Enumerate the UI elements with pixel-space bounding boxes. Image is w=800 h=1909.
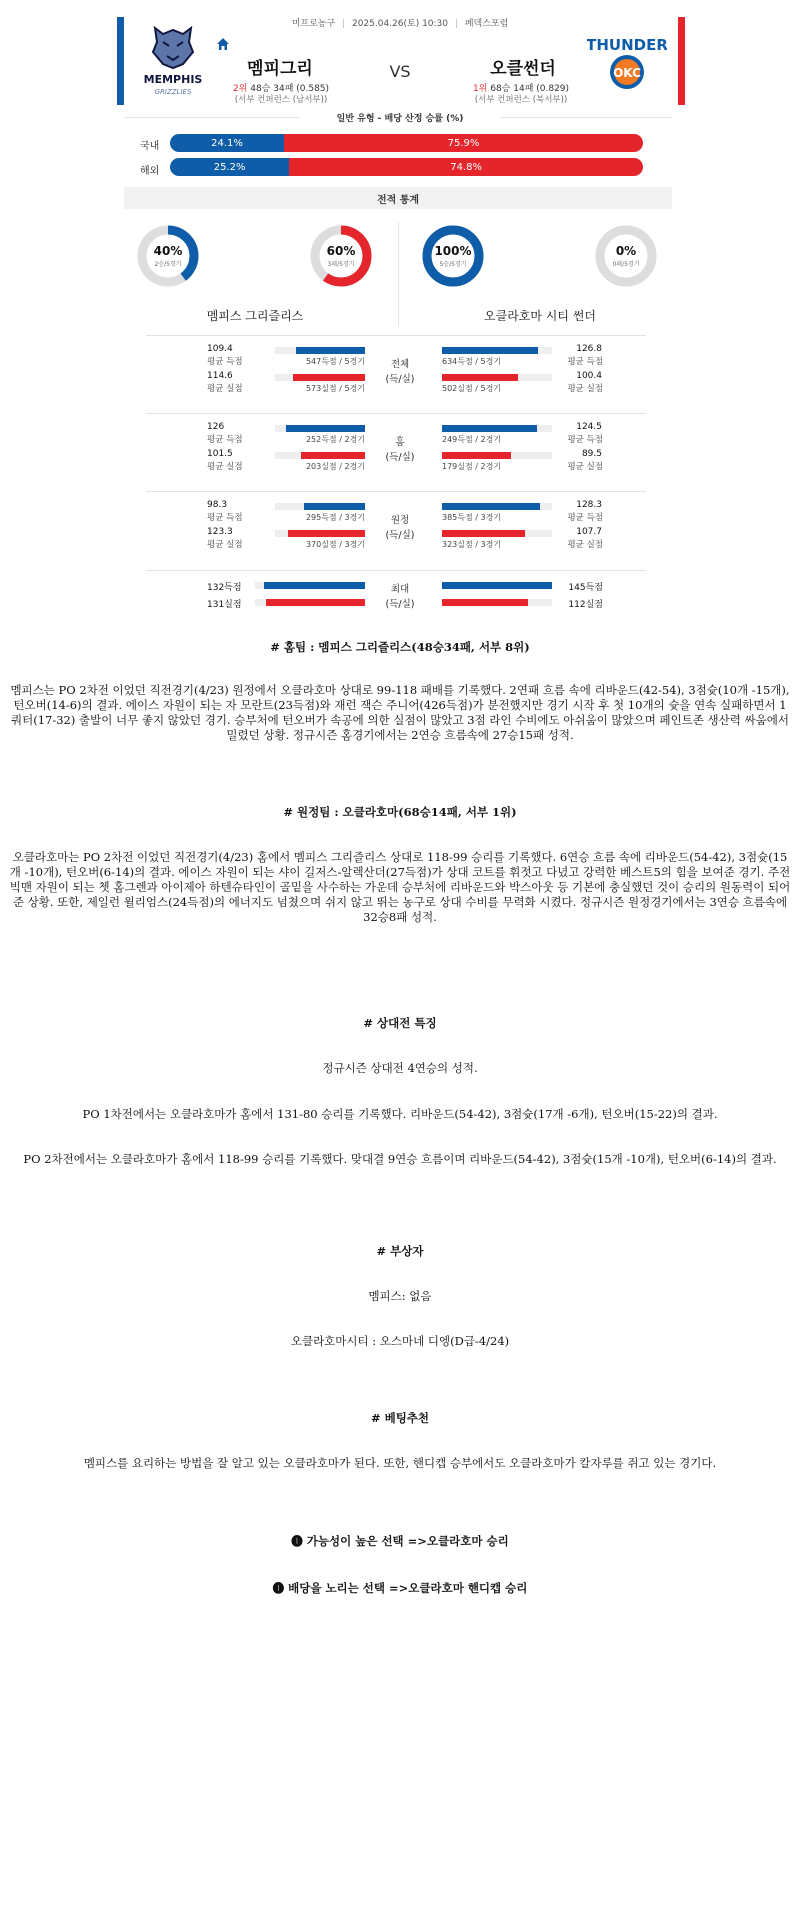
home-stat-bar — [286, 425, 365, 432]
home-stat-label: 평균 득점 — [207, 513, 243, 523]
away-stat-label: 평균 실점 — [567, 384, 603, 394]
away-max-track — [442, 599, 552, 606]
injury-line-2: 오클라호마시티 : 오스마네 디엥(D급-4/24) — [290, 1334, 510, 1348]
home-stat-label: 평균 실점 — [207, 462, 243, 472]
away-record: 1위 68승 14패 (0.829) — [472, 84, 570, 94]
home-stat-value: 109.4 — [207, 344, 233, 354]
record-stats-title: 전적 통계 — [124, 187, 672, 209]
away-stat-label: 평균 득점 — [567, 513, 603, 523]
away-max-value: 145득점 — [568, 583, 603, 593]
away-stat-bar — [442, 425, 537, 432]
home-stat-label: 평균 실점 — [207, 384, 243, 394]
h2h-line-2: PO 1차전에서는 오클라호마가 홈에서 131-80 승리를 기록했다. 리바운드(54-42), 3점슛(17개 -6개), 턴오버(15-22)의 결과. — [82, 1107, 718, 1121]
away-stat-note: 634득점 / 5경기 — [442, 357, 502, 366]
stats-divider — [146, 335, 646, 336]
h2h-line-1: 정규시즌 상대전 4연승의 성적. — [322, 1061, 478, 1075]
home-stat-track — [275, 503, 365, 510]
away-stat-track — [442, 347, 552, 354]
stats-divider — [146, 570, 646, 571]
bet-body: 멤피스를 요리하는 방법을 잘 알고 있는 오클라호마가 된다. 또한, 핸디캡 승부에서도 오클라호마가 칼자루를 쥐고 있는 경기다. — [83, 1456, 717, 1470]
away-analysis-title: # 원정팀 : 오클라호마(68승14패, 서부 1위) — [283, 805, 517, 819]
away-stat-value: 107.7 — [576, 527, 602, 537]
home-stat-track — [275, 347, 365, 354]
svg-text:OKC: OKC — [613, 66, 641, 80]
rate-away-domestic: 75.9% — [284, 134, 643, 152]
home-max-track — [255, 599, 365, 606]
rate-home-overseas: 25.2% — [170, 158, 289, 176]
home-stat-track — [275, 425, 365, 432]
home-stat-bar — [301, 452, 365, 459]
home-team-name: 멤피그리 — [247, 59, 313, 79]
home-stat-value: 114.6 — [207, 371, 233, 381]
away-stat-label: 평균 득점 — [567, 435, 603, 445]
away-stat-value: 100.4 — [576, 371, 602, 381]
pick-2: ❶ 배당을 노리는 선택 =>오클라호마 핸디캡 승리 — [272, 1581, 528, 1595]
match-datetime: 2025.04.26(토) 10:30 — [351, 19, 449, 29]
svg-text:MEMPHIS: MEMPHIS — [143, 73, 203, 86]
home-stat-bar — [296, 347, 365, 354]
svg-text:THUNDER: THUNDER — [587, 36, 667, 54]
away-stat-bar — [442, 374, 518, 381]
away-stat-value: 126.8 — [576, 344, 602, 354]
home-stat-track — [275, 374, 365, 381]
donut-away-win: 100% 5승/5경기 — [421, 224, 485, 288]
vs-label: VS — [389, 62, 411, 81]
away-stat-label: 평균 실점 — [567, 462, 603, 472]
donut-divider — [398, 222, 399, 326]
home-stat-note: 573실점 / 5경기 — [305, 384, 365, 393]
home-stat-value: 98.3 — [207, 500, 228, 510]
home-full-name: 멤피스 그리즐리스 — [206, 309, 304, 323]
stats-group-label: 원정 (득/실) — [385, 515, 415, 541]
rate-bar-overseas — [170, 158, 643, 176]
home-stat-value: 123.3 — [207, 527, 233, 537]
home-stat-value: 126 — [207, 422, 225, 432]
home-stat-note: 547득점 / 5경기 — [305, 357, 365, 366]
away-stat-track — [442, 452, 552, 459]
donut-home-loss: 60% 3패/5경기 — [309, 224, 373, 288]
stats-divider — [146, 413, 646, 414]
home-color-bar — [117, 17, 124, 105]
match-meta: 미프로농구 | 2025.04.26(토) 10:30 | 페덱스포럼 — [291, 19, 509, 29]
stats-group-label: 홈 (득/실) — [385, 437, 415, 463]
home-stat-track — [275, 452, 365, 459]
away-stat-label: 평균 득점 — [567, 357, 603, 367]
home-stat-label: 평균 득점 — [207, 357, 243, 367]
home-stat-note: 370실점 / 3경기 — [305, 540, 365, 549]
rate-title: 일반 유형 - 배당 산정 승률 (%) — [300, 111, 500, 124]
rate-label-domestic: 국내 — [140, 141, 160, 152]
home-stat-bar — [293, 374, 366, 381]
away-stat-value: 124.5 — [576, 422, 602, 432]
home-conference: (서부 컨퍼런스 (남서부)) — [234, 95, 328, 105]
home-icon[interactable] — [216, 36, 230, 50]
away-color-bar — [678, 17, 685, 105]
rate-bar-domestic — [170, 134, 643, 152]
stats-group-label: 전체 (득/실) — [385, 359, 415, 385]
home-max-bar — [266, 599, 365, 606]
home-stat-value: 101.5 — [207, 449, 233, 459]
home-max-value: 132득점 — [207, 583, 242, 593]
away-max-track — [442, 582, 552, 589]
h2h-title: # 상대전 특징 — [363, 1016, 437, 1030]
home-stat-note: 295득점 / 3경기 — [305, 513, 365, 522]
away-stat-track — [442, 503, 552, 510]
home-stat-label: 평균 실점 — [207, 540, 243, 550]
away-team-name: 오클썬더 — [490, 59, 556, 79]
away-max-bar — [442, 582, 552, 589]
away-stat-value: 128.3 — [576, 500, 602, 510]
h2h-line-3: PO 2차전에서는 오클라호마가 홈에서 118-99 승리를 기록했다. 맞대결 9연승 흐름이며 리바운드(54-42), 3점슛(15개 -10개), 턴오버(6-14)의 결과. — [23, 1152, 777, 1166]
away-stat-track — [442, 530, 552, 537]
injury-title: # 부상자 — [376, 1244, 424, 1258]
home-max-value: 131실점 — [207, 600, 242, 610]
home-max-track — [255, 582, 365, 589]
away-stat-bar — [442, 452, 511, 459]
home-stat-bar — [288, 530, 366, 537]
away-stat-note: 323실점 / 3경기 — [442, 540, 502, 549]
home-max-bar — [264, 582, 365, 589]
stadium-label: 페덱스포럼 — [464, 19, 509, 29]
home-analysis-title: # 홈팀 : 멤피스 그리즐리스(48승34패, 서부 8위) — [270, 640, 530, 654]
away-full-name: 오클라호마 시티 썬더 — [484, 309, 596, 323]
away-stat-label: 평균 실점 — [567, 540, 603, 550]
rate-label-overseas: 해외 — [140, 166, 160, 177]
away-stat-value: 89.5 — [581, 449, 602, 459]
home-record: 2위 48승 34패 (0.585) — [232, 84, 330, 94]
league-label: 미프로농구 — [291, 19, 336, 29]
pick-1: ❶ 가능성이 높은 선택 =>오클라호마 승리 — [291, 1534, 509, 1548]
away-conference: (서부 컨퍼런스 (북서부)) — [474, 95, 568, 105]
home-stat-note: 203실점 / 2경기 — [305, 462, 365, 471]
away-stat-bar — [442, 530, 525, 537]
injury-line-1: 멤피스: 없음 — [368, 1289, 432, 1303]
rate-home-domestic: 24.1% — [170, 134, 284, 152]
donut-home-win: 40% 2승/5경기 — [136, 224, 200, 288]
home-stat-track — [275, 530, 365, 537]
away-max-value: 112실점 — [568, 600, 603, 610]
home-stat-label: 평균 득점 — [207, 435, 243, 445]
away-stat-note: 385득점 / 3경기 — [442, 513, 502, 522]
away-stat-note: 502실점 / 5경기 — [442, 384, 502, 393]
home-analysis-body: 멤피스는 PO 2차전 이었던 직전경기(4/23) 원정에서 오클라호마 상대로 99-118 패배를 기록했다. 2연패 흐름 속에 리바운드(42-54), 3점슛(10개 -15개), 턴오버(14-6)의 결과. 에이스 자원이 되는 자 모란트(23득점)와 재런 잭슨 주니어(426득점)가 분전했지만 경기 시작 후 첫 10개의 슛을 연속 실패하면서 1쿼터(17-32) 출발이 너무 좋지 않았던 경기. 승부처에 턴오버가 속공에 의한 실점이 많았고 3점 라인 수비에도 아쉬움이 많았으며 페인트존 생산력 싸움에서 밀렸던 상황. 정규시즌 홈경기에서는 2연승 흐름속에 27승15패 성적. — [10, 683, 790, 742]
donut-away-loss: 0% 0패/5경기 — [594, 224, 658, 288]
bet-title: # 베팅추천 — [370, 1411, 430, 1425]
rate-away-overseas: 74.8% — [289, 158, 643, 176]
home-stat-bar — [304, 503, 365, 510]
away-stat-track — [442, 374, 552, 381]
stats-divider — [146, 491, 646, 492]
svg-text:GRIZZLIES: GRIZZLIES — [154, 88, 192, 96]
away-max-bar — [442, 599, 528, 606]
away-stat-note: 249득점 / 2경기 — [442, 435, 502, 444]
away-stat-bar — [442, 503, 540, 510]
away-stat-note: 179실점 / 2경기 — [442, 462, 502, 471]
away-stat-track — [442, 425, 552, 432]
stats-group-label: 최대 (득/실) — [385, 584, 415, 610]
home-stat-note: 252득점 / 2경기 — [305, 435, 365, 444]
away-analysis-body: 오클라호마는 PO 2차전 이었던 직전경기(4/23) 홈에서 멤피스 그리즐리스 상대로 118-99 승리를 기록했다. 6연승 흐름 속에 리바운드(54-42), 3점슛(15개 -10개), 턴오버(6-14)의 결과. 에이스 자원이 되는 샤이 길저스-알렉산더(27득점)가 상대 코트를 휘젓고 다녔고 강력한 베스트5의 힘을 보여준 경기. 주전 빅맨 자원이 되는 쳇 홈그렌과 아이제아 하텐슈타인이 골밑을 사수하는 가운데 승부처에 리바운드와 박스아웃 등 기본에 충실했던 것이 승리의 원동력이 되어준 상황. 또한, 제일런 윌리엄스(24득점)의 에너지도 넘쳤으며 쉬지 않고 뛰는 농구로 상대 수비를 무력화 시켰다. 정규시즌 원정경기에서는 3연승 흐름속에 32승8패 성적. — [9, 850, 791, 924]
away-stat-bar — [442, 347, 538, 354]
